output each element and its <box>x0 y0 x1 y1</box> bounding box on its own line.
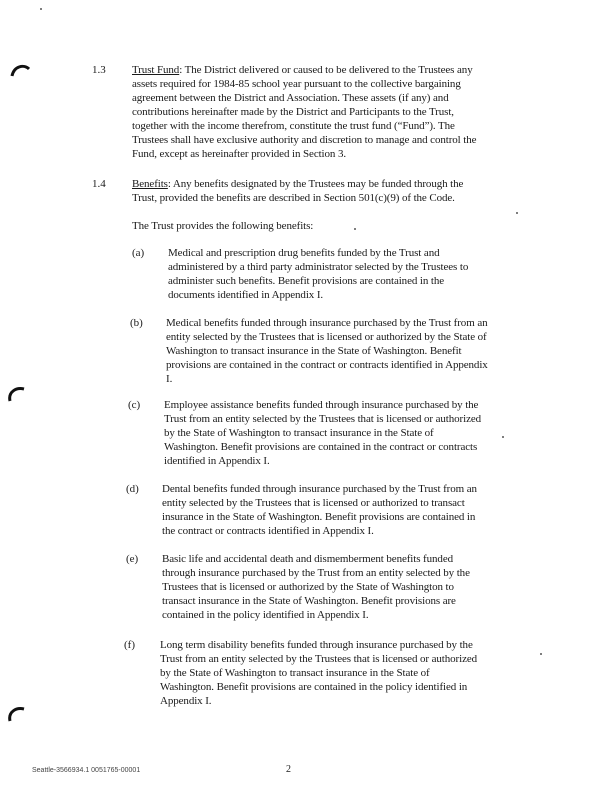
section-1-4-text: Benefits: Any benefits designated by the Trustees may be funded through the Trust, provided the benefits are described in Section 501(c)(9) of the Code. <box>132 178 464 204</box>
punch-hole-mark-bottom <box>6 706 26 722</box>
document-id-footer: Seattle-3566934.1 0051765-00001 <box>32 767 141 774</box>
page-number: 2 <box>286 764 291 775</box>
benefit-label-b: (b) <box>130 317 143 329</box>
benefit-label-f: (f) <box>124 639 135 651</box>
benefit-label-a: (a) <box>132 247 145 259</box>
section-heading-trust-fund: Trust Fund <box>132 64 180 76</box>
benefit-c-text: Employee assistance benefits funded through insurance purchased by the Trust from an entity selected by the Trustees that is licensed or authorized by the State of Washington to transact insurance in the State of Washington. Benefit provisions are contained in the contract or contracts identified in Appendix I. <box>164 399 482 467</box>
punch-hole-mark-top <box>10 62 30 78</box>
benefit-f-text: Long term disability benefits funded through insurance purchased by the Trust from an entity selected by the Trustees that is licensed or authorized by the State of Washington to transact insurance in the State of Washington. Benefit provisions are contained in the policy identified in Appendix I. <box>160 639 478 707</box>
benefit-label-c: (c) <box>128 399 141 411</box>
section-number-1-4: 1.4 <box>92 178 106 190</box>
benefit-d-text: Dental benefits funded through insurance purchased by the Trust from an entity selected by the Trustees that is licensed or authorized to transact insurance in the State of Washington. Benefit provisions are contained in the contract or contracts identified in Appendix I. <box>162 483 477 537</box>
scan-speck <box>40 8 42 10</box>
benefit-label-d: (d) <box>126 483 139 495</box>
benefit-label-e: (e) <box>126 553 139 565</box>
punch-hole-mark-middle <box>6 386 26 402</box>
benefit-b-text: Medical benefits funded through insurance purchased by the Trust from an entity selected by the Trustees that is licensed or authorized by the State of Washington to transact insurance in the State of Washington. Benefit provisions are contained in the contract or contracts identified in Appendix I. <box>166 317 488 385</box>
section-heading-benefits: Benefits <box>132 178 168 190</box>
benefits-intro: The Trust provides the following benefits: <box>132 220 314 232</box>
benefit-e-text: Basic life and accidental death and dismemberment benefits funded through insurance purchased by the Trust from an entity selected by the Trustees that is licensed or authorized by the State of Washington to transact insurance in the State of Washington. Benefit provisions are contained in the policy identified in Appendix I. <box>162 553 470 621</box>
scan-speck <box>516 212 518 214</box>
section-1-3-text: Trust Fund: The District delivered or caused to be delivered to the Trustees any assets required for 1984-85 school year pursuant to the collective bargaining agreement between the District and Association. These assets (if any) and contributions hereinafter made by the District and Participants to the Trust, together with the income therefrom, constitute the trust fund (“Fund”). The Trustees shall have exclusive authority and discretion to manage and control the Fund, except as hereinafter provided in Section 3. <box>132 64 477 160</box>
benefit-a-text: Medical and prescription drug benefits funded by the Trust and administered by a third party administrator selected by the Trustees to administer such benefits. Benefit provisions are contained in the documents identified in Appendix I. <box>168 247 469 301</box>
section-number-1-3: 1.3 <box>92 64 106 76</box>
